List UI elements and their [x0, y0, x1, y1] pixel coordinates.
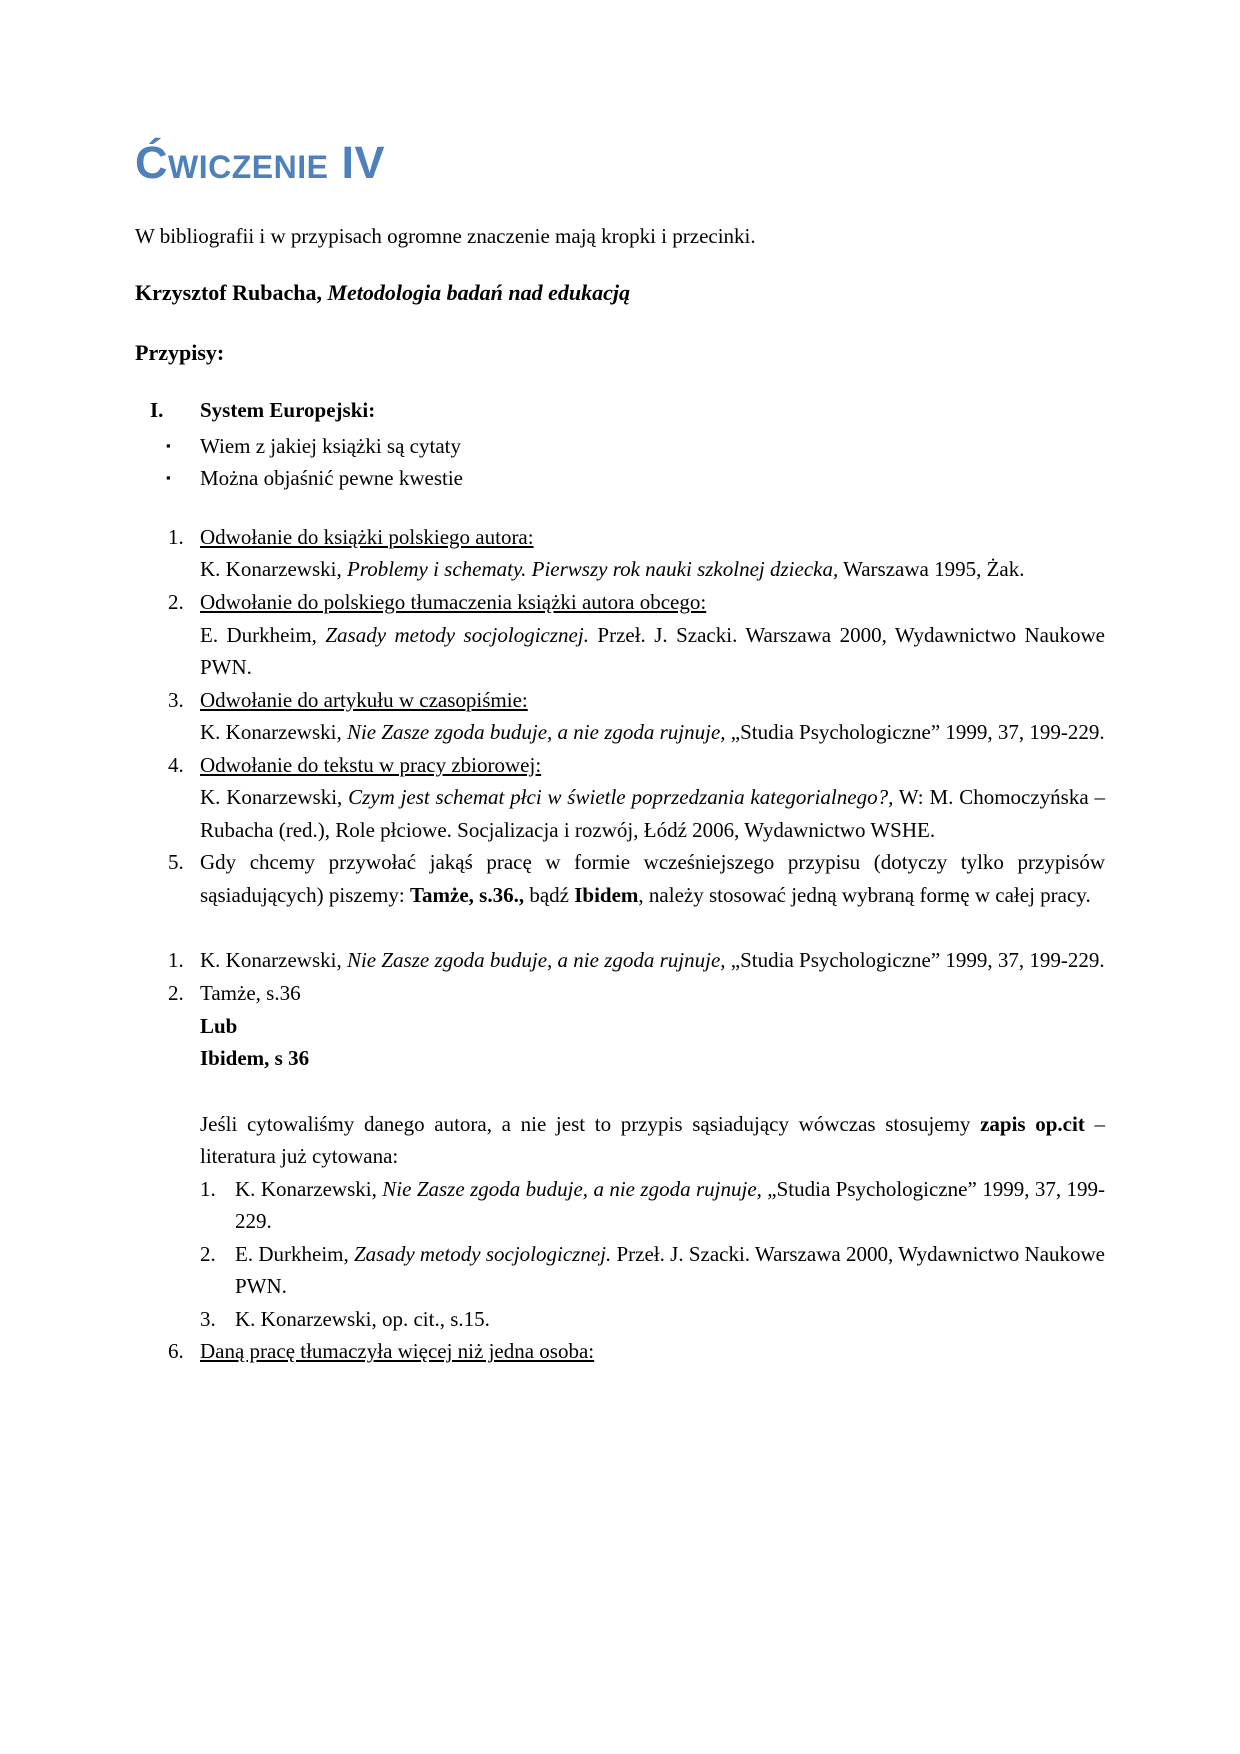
item-number: 2. — [168, 980, 184, 1005]
item-body: Gdy chcemy przywołać jakąś pracę w formie wcześniejszego przypisu (dotyczy tylko przypisów sąsiadujących) piszemy: Tamże, s.36., bądź Ibidem, należy stosować jedną wybraną formę w całej pracy. — [200, 850, 1105, 907]
item-body: K. Konarzewski, Czym jest schemat płci w świetle poprzedzania kategorialnego?, W: M. Chomoczyńska – Rubacha (red.), Role płciowe. Socjalizacja i rozwój, Łódź 2006, Wydawnictwo WSHE. — [200, 785, 1105, 842]
spacer — [135, 911, 1105, 944]
section-roman-marker: I. — [150, 398, 164, 423]
item-heading: Odwołanie do artykułu w czasopiśmie: — [200, 687, 528, 712]
item-body: K. Konarzewski, Nie Zasze zgoda buduje, a nie zgoda rujnuje, „Studia Psychologiczne” 1999, 37, 199-229. — [235, 1176, 1105, 1234]
example-item-2 — [135, 977, 1105, 1075]
item-body: K. Konarzewski, Nie Zasze zgoda buduje, a nie zgoda rujnuje, „Studia Psychologiczne” 1999, 37, 199-229. — [200, 720, 1105, 745]
opcit-note: Jeśli cytowaliśmy danego autora, a nie jest to przypis sąsiadujący wówczas stosujemy zapis op.cit – literatura już cytowana: — [200, 1111, 1105, 1169]
item-number: 2. — [168, 589, 184, 614]
item-number: 1. — [168, 948, 184, 973]
item-number: 2. — [200, 1241, 216, 1266]
example-item-1 — [135, 944, 1105, 977]
item-number: 3. — [168, 687, 184, 712]
item-body: E. Durkheim, Zasady metody socjologicznej. Przeł. J. Szacki. Warszawa 2000, Wydawnictwo Naukowe PWN. — [235, 1241, 1105, 1299]
list-item-rule-1 — [135, 521, 1105, 586]
intro-paragraph: W bibliografii i w przypisach ogromne znaczenie mają kropki i przecinki. — [135, 223, 756, 248]
item-heading: Daną pracę tłumaczyła więcej niż jedna osoba: — [200, 1339, 595, 1364]
item-body: K. Konarzewski, Nie Zasze zgoda buduje, a nie zgoda rujnuje, „Studia Psychologiczne” 1999, 37, 199-229. — [200, 948, 1105, 973]
list-item-rule-5 — [135, 846, 1105, 911]
item-heading: Odwołanie do książki polskiego autora: — [200, 524, 534, 549]
item-line: Ibidem, s 36 — [200, 1046, 310, 1071]
item-heading: Odwołanie do tekstu w pracy zbiorowej: — [200, 752, 542, 777]
item-body: K. Konarzewski, op. cit., s.15. — [235, 1306, 490, 1331]
item-number: 1. — [168, 524, 184, 549]
item-body: E. Durkheim, Zasady metody socjologicznej. Przeł. J. Szacki. Warszawa 2000, Wydawnictwo Naukowe PWN. — [200, 622, 1105, 680]
page-title: Ćwiczenie IV — [135, 137, 385, 188]
item-number: 1. — [200, 1176, 216, 1201]
bullet-icon: ▪ — [166, 437, 171, 453]
item-number: 4. — [168, 752, 184, 777]
footnotes-heading: Przypisy: — [135, 340, 225, 366]
bullet-text: Wiem z jakiej książki są cytaty — [200, 433, 461, 458]
spacer — [135, 1075, 1105, 1108]
section-european-system — [135, 394, 1105, 427]
list-item-rule-2 — [135, 586, 1105, 684]
list-item-rule-6 — [135, 1335, 1105, 1368]
item-line: Tamże, s.36 — [200, 980, 301, 1005]
bullet-item — [135, 430, 1105, 463]
item-number: 6. — [168, 1339, 184, 1364]
bullet-icon: ▪ — [166, 470, 171, 486]
bullet-text: Można objaśnić pewne kwestie — [200, 466, 464, 491]
list-item-rule-3 — [135, 684, 1105, 749]
book-reference: Krzysztof Rubacha, Metodologia badań nad edukacją — [135, 280, 630, 306]
item-number: 3. — [200, 1306, 216, 1331]
opcit-item-1 — [200, 1173, 1105, 1238]
item-line: Lub — [200, 1013, 238, 1038]
item-body: K. Konarzewski, Problemy i schematy. Pierwszy rok nauki szkolnej dziecka, Warszawa 1995, Żak. — [200, 557, 1025, 582]
item-heading: Odwołanie do polskiego tłumaczenia książki autora obcego: — [200, 589, 707, 614]
opcit-item-3 — [200, 1303, 1105, 1336]
opcit-item-2 — [200, 1238, 1105, 1303]
list-item-rule-4 — [135, 749, 1105, 847]
item-number: 5. — [168, 850, 184, 875]
section-label: System Europejski: — [200, 398, 376, 423]
spacer — [135, 495, 1105, 521]
bullet-item — [135, 462, 1105, 495]
